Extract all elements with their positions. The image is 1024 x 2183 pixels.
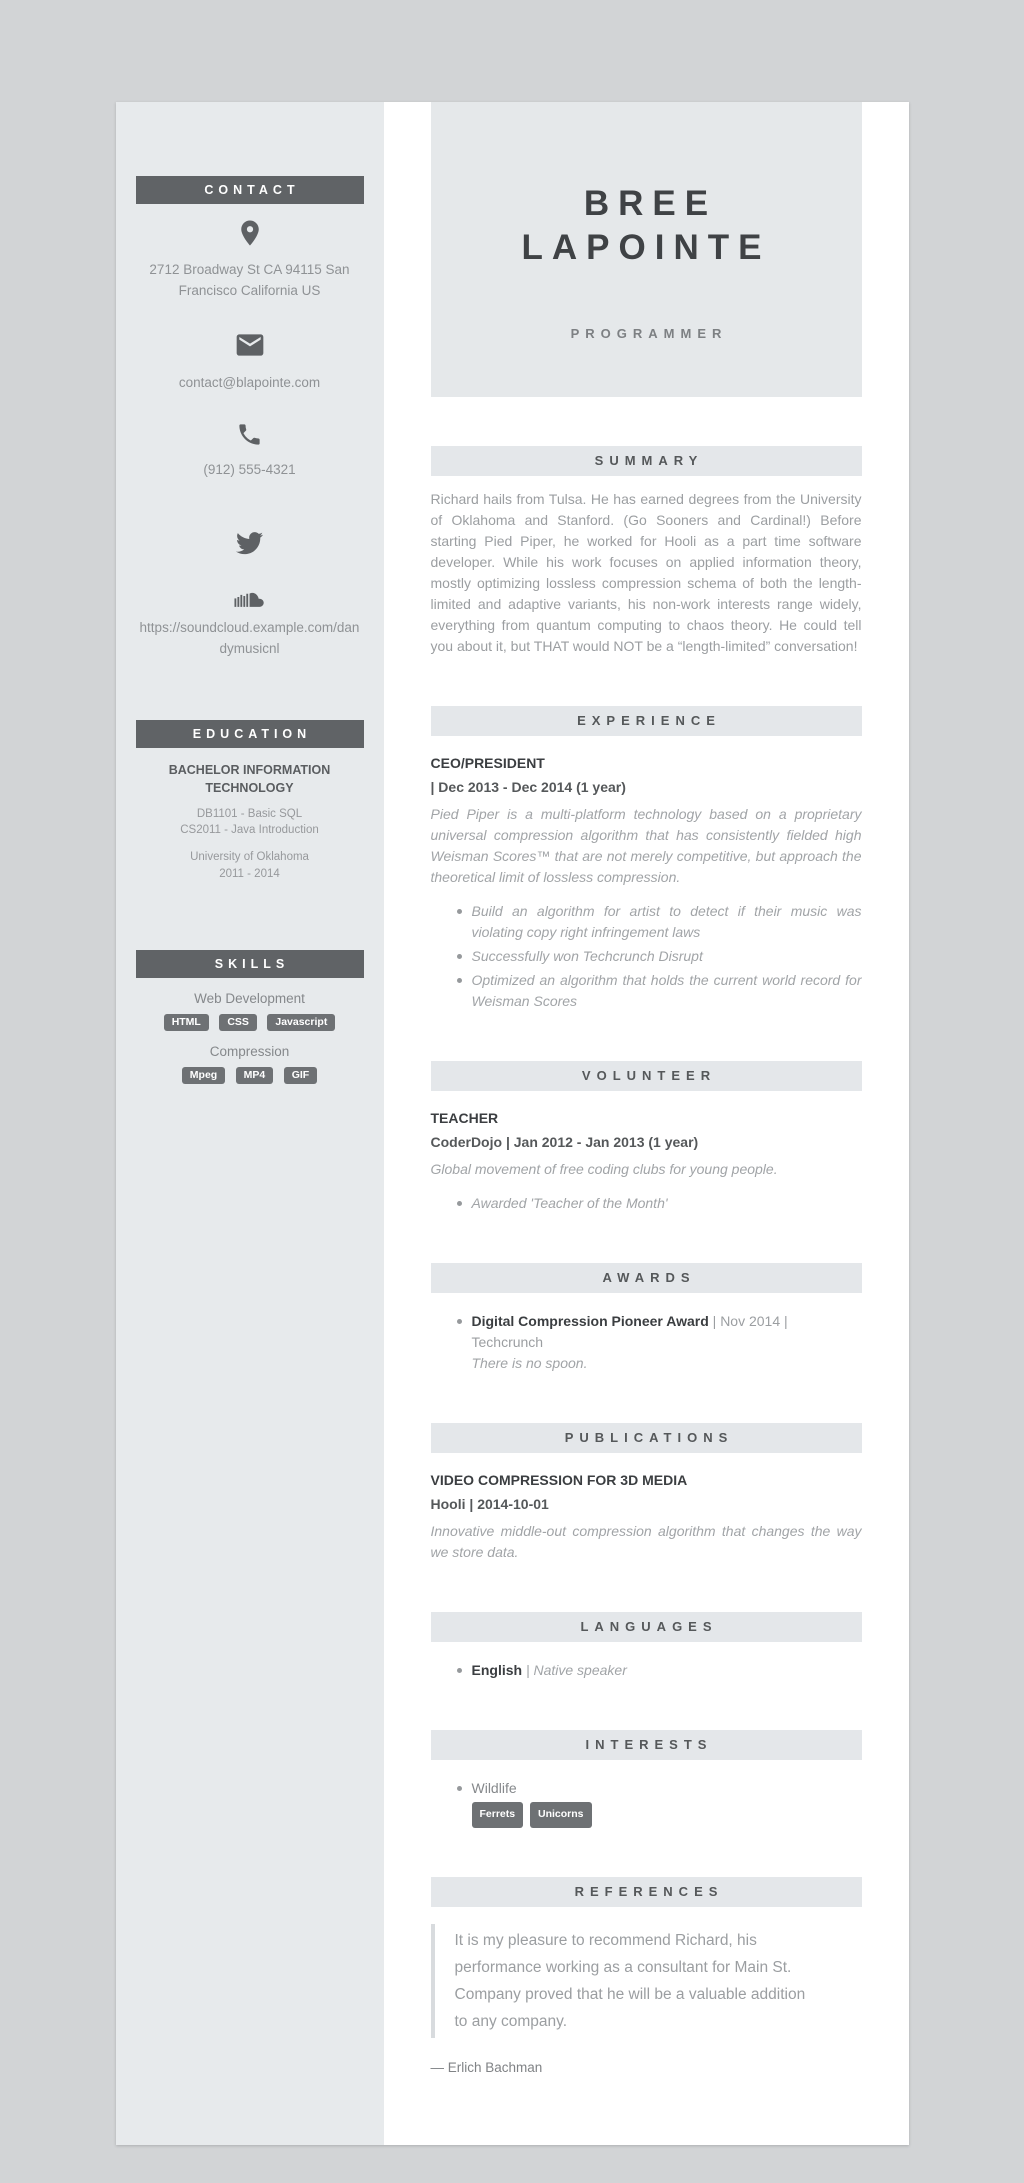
language-item <box>472 1660 862 1681</box>
languages-section-bar: LANGUAGES <box>431 1612 862 1642</box>
interest-item <box>472 1778 862 1828</box>
award-item <box>472 1311 862 1374</box>
interest-tag: Ferrets <box>472 1802 524 1828</box>
section-interests <box>431 1730 862 1828</box>
experience-bullet: Build an algorithm for artist to detect if their music was violating copy right infringement laws <box>472 901 862 943</box>
section-languages <box>431 1612 862 1681</box>
award-meta: | Nov 2014 | Techcrunch <box>471 1313 788 1350</box>
interest-tag-row <box>472 1802 862 1828</box>
experience-role: CEO/PRESIDENT <box>430 755 545 771</box>
interest-tag: Unicorns <box>530 1802 592 1828</box>
volunteer-section-bar: VOLUNTEER <box>431 1061 862 1091</box>
references-section-bar: REFERENCES <box>431 1877 862 1907</box>
person-name: BREE LAPOINTE <box>521 184 771 267</box>
section-experience <box>431 706 862 1012</box>
awards-section-bar: AWARDS <box>431 1263 862 1293</box>
language-name: English <box>471 1662 523 1678</box>
section-volunteer <box>431 1061 862 1214</box>
section-summary <box>431 446 862 657</box>
contact-email[interactable]: contact@blapointe.com <box>178 374 321 390</box>
skill-tag: HTML <box>164 1014 209 1031</box>
contact-section-title: CONTACT <box>136 176 364 204</box>
skill-tag: CSS <box>219 1014 257 1031</box>
contact-address: 2712 Broadway St CA 94115 San Francisco California US <box>149 262 350 298</box>
award-name: Digital Compression Pioneer Award <box>471 1313 709 1329</box>
resume-page <box>116 102 909 2145</box>
section-publications <box>431 1423 862 1563</box>
interest-name: Wildlife <box>471 1780 517 1796</box>
experience-bullet: Successfully won Techcrunch Disrupt <box>472 946 862 967</box>
publication-title: VIDEO COMPRESSION FOR 3D MEDIA <box>430 1472 688 1488</box>
languages-list <box>431 1660 862 1681</box>
awards-list <box>431 1311 862 1374</box>
skill-tag: GIF <box>284 1067 318 1084</box>
volunteer-role: TEACHER <box>430 1110 499 1126</box>
publication-description: Innovative middle-out compression algorithm that changes the way we store data. <box>430 1523 862 1560</box>
phone-icon <box>116 421 384 453</box>
twitter-icon[interactable] <box>116 527 384 563</box>
summary-section-bar: SUMMARY <box>431 446 862 476</box>
experience-bullet-list <box>431 901 862 1012</box>
skill-tag: MP4 <box>236 1067 274 1084</box>
main-column <box>384 102 909 2145</box>
education-section-title: EDUCATION <box>136 720 364 748</box>
reference-quote: It is my pleasure to recommend Richard, his performance working as a consultant for Main St. Company proved that he will be a valuable addition to any company. <box>431 1924 815 2038</box>
skill-tag-row <box>116 1012 384 1031</box>
skill-tag-row <box>116 1065 384 1084</box>
education-degree: BACHELOR INFORMATION TECHNOLOGY <box>168 762 331 795</box>
name-header <box>431 102 862 397</box>
contact-soundcloud-url[interactable]: https://soundcloud.example.com/dandymusicnl <box>139 619 360 656</box>
location-pin-icon <box>116 218 384 253</box>
education-school: University of Oklahoma <box>190 851 309 864</box>
education-course: CS2011 - Java Introduction <box>180 824 319 837</box>
publications-section-bar: PUBLICATIONS <box>431 1423 862 1453</box>
experience-bullet: Optimized an algorithm that holds the current world record for Weisman Scores <box>472 970 862 1012</box>
award-note: There is no spoon. <box>471 1355 588 1371</box>
language-detail: | Native speaker <box>525 1662 627 1678</box>
person-role: PROGRAMMER <box>570 326 728 341</box>
experience-dateline: | Dec 2013 - Dec 2014 (1 year) <box>430 779 626 795</box>
skill-tag: Mpeg <box>182 1067 225 1084</box>
education-courses <box>116 806 384 839</box>
skills-section-title: SKILLS <box>136 950 364 978</box>
reference-attribution: — Erlich Bachman <box>430 2060 543 2075</box>
summary-text: Richard hails from Tulsa. He has earned degrees from the University of Oklahoma and Stanford. (Go Sooners and Cardinal!) Before starting Pied Piper, he worked for Hooli as a part time software developer. While his work focuses on applied information theory, mostly optimizing lossless compression schema of both the length-limited and adaptive variants, his non-work interests range widely, everything from quantum computing to chaos theory. He could tell you about it, but THAT would NOT be a “length-limited” conversation! <box>430 491 862 654</box>
education-course: DB1101 - Basic SQL <box>196 807 303 820</box>
volunteer-description: Global movement of free coding clubs for young people. <box>430 1161 778 1177</box>
volunteer-dateline: CoderDojo | Jan 2012 - Jan 2013 (1 year) <box>430 1134 699 1150</box>
skill-group-name: Web Development <box>194 991 305 1007</box>
envelope-icon <box>116 329 384 366</box>
skill-tag: Javascript <box>267 1014 335 1031</box>
section-awards <box>431 1263 862 1374</box>
contact-phone[interactable]: (912) 555-4321 <box>203 461 296 477</box>
section-references <box>431 1877 862 2075</box>
education-years: 2011 - 2014 <box>219 867 280 880</box>
volunteer-bullet: Awarded 'Teacher of the Month' <box>472 1193 862 1214</box>
volunteer-bullet-list <box>431 1193 862 1214</box>
soundcloud-icon[interactable] <box>116 585 384 614</box>
sidebar <box>116 102 384 2145</box>
skill-group-name: Compression <box>209 1044 290 1060</box>
interests-section-bar: INTERESTS <box>431 1730 862 1760</box>
experience-section-bar: EXPERIENCE <box>431 706 862 736</box>
publication-meta: Hooli | 2014-10-01 <box>430 1496 549 1512</box>
experience-description: Pied Piper is a multi-platform technology based on a proprietary universal compression algorithm that has consistently fielded high Weisman Scores™ that are not merely competitive, but approach the theoretical limit of lossless compression. <box>430 806 862 885</box>
interests-list <box>431 1778 862 1828</box>
education-school-block <box>116 849 384 882</box>
